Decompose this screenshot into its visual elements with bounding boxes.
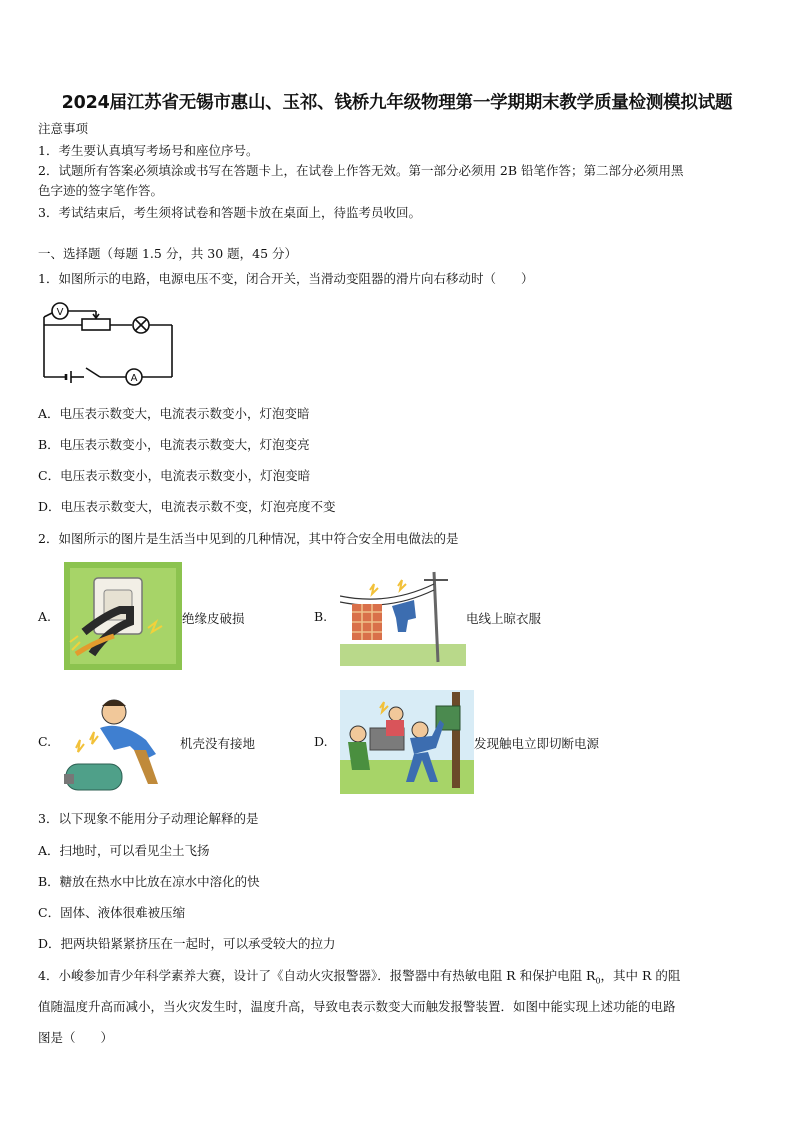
q2-option-d-caption: 发现触电立即切断电源: [474, 736, 600, 751]
q3-option-b: B．糖放在热水中比放在凉水中溶化的快: [38, 874, 260, 889]
section-heading: 一、选择题（每题 1.5 分，共 30 题，45 分）: [38, 246, 298, 261]
q1-option-a: A．电压表示数变大，电流表示数变小，灯泡变暗: [38, 406, 310, 421]
q3-option-d: D．把两块铅紧紧挤压在一起时，可以承受较大的拉力: [38, 936, 336, 951]
notice-item-3: 3．考试结束后，考生须将试卷和答题卡放在桌面上，待监考员收回。: [38, 205, 421, 220]
voltmeter-label: V: [56, 307, 64, 318]
notice-item-2: 2．试题所有答案必须填涂或书写在答题卡上，在试卷上作答无效。第一部分必须用 2B 铅笔作答；第二部分必须用黑: [38, 163, 684, 178]
q2-option-d-illustration: [340, 690, 474, 794]
q2-option-c-caption: 机壳没有接地: [180, 736, 256, 751]
notice-heading: 注意事项: [38, 121, 89, 136]
q1-stem: 1．如图所示的电路，电源电压不变，闭合开关，当滑动变阻器的滑片向右移动时（ ）: [38, 271, 534, 286]
notice-item-1: 1．考生要认真填写考场号和座位序号。: [38, 143, 259, 158]
q2-option-b-letter: B.: [314, 609, 328, 624]
q4-stem-line-1: [38, 968, 680, 990]
q1-option-c: C．电压表示数变小，电流表示数变小，灯泡变暗: [38, 468, 311, 483]
q4-line1-part-a: 4．小峻参加青少年科学素养大赛，设计了《自动火灾报警器》．报警器中有热敏电阻 R 和保护电阻 R: [38, 968, 596, 983]
q2-option-c-letter: C.: [38, 734, 52, 749]
q4-stem-line-3: 图是（ ）: [38, 1030, 114, 1045]
q2-option-a-letter: A.: [38, 609, 52, 624]
q1-option-b: B．电压表示数变小，电流表示数变大，灯泡变亮: [38, 437, 310, 452]
q2-option-b-illustration: [340, 566, 466, 666]
page-title: 2024届江苏省无锡市惠山、玉祁、钱桥九年级物理第一学期期末教学质量检测模拟试题: [61, 93, 733, 113]
q4-stem-line-2: 值随温度升高而减小，当火灾发生时，温度升高，导致电表示数变大而触发报警装置．如图中能实现上述功能的电路: [38, 999, 676, 1014]
q2-option-a-illustration: [64, 562, 182, 670]
q3-option-c: C．固体、液体很难被压缩: [38, 905, 186, 920]
notice-item-2-cont: 色字迹的签字笔作答。: [38, 183, 164, 198]
q3-stem: 3．以下现象不能用分子动理论解释的是: [38, 811, 259, 826]
q2-stem: 2．如图所示的图片是生活当中见到的几种情况，其中符合安全用电做法的是: [38, 531, 459, 546]
ammeter-label: A: [130, 373, 138, 384]
q4-line1-part-b: ，其中 R 的阻: [600, 968, 681, 983]
q1-circuit-diagram: [38, 295, 178, 395]
q2-option-d-letter: D.: [314, 734, 328, 749]
q2-option-b-caption: 电线上晾衣服: [466, 611, 542, 626]
q2-option-a-caption: 绝缘皮破损: [182, 611, 245, 626]
q1-option-d: D．电压表示数变大，电流表示数不变，灯泡亮度不变: [38, 499, 336, 514]
q3-option-a: A．扫地时，可以看见尘土飞扬: [38, 843, 210, 858]
q2-option-c-illustration: [64, 688, 176, 796]
q4-line1-subscript: 0: [595, 976, 601, 986]
